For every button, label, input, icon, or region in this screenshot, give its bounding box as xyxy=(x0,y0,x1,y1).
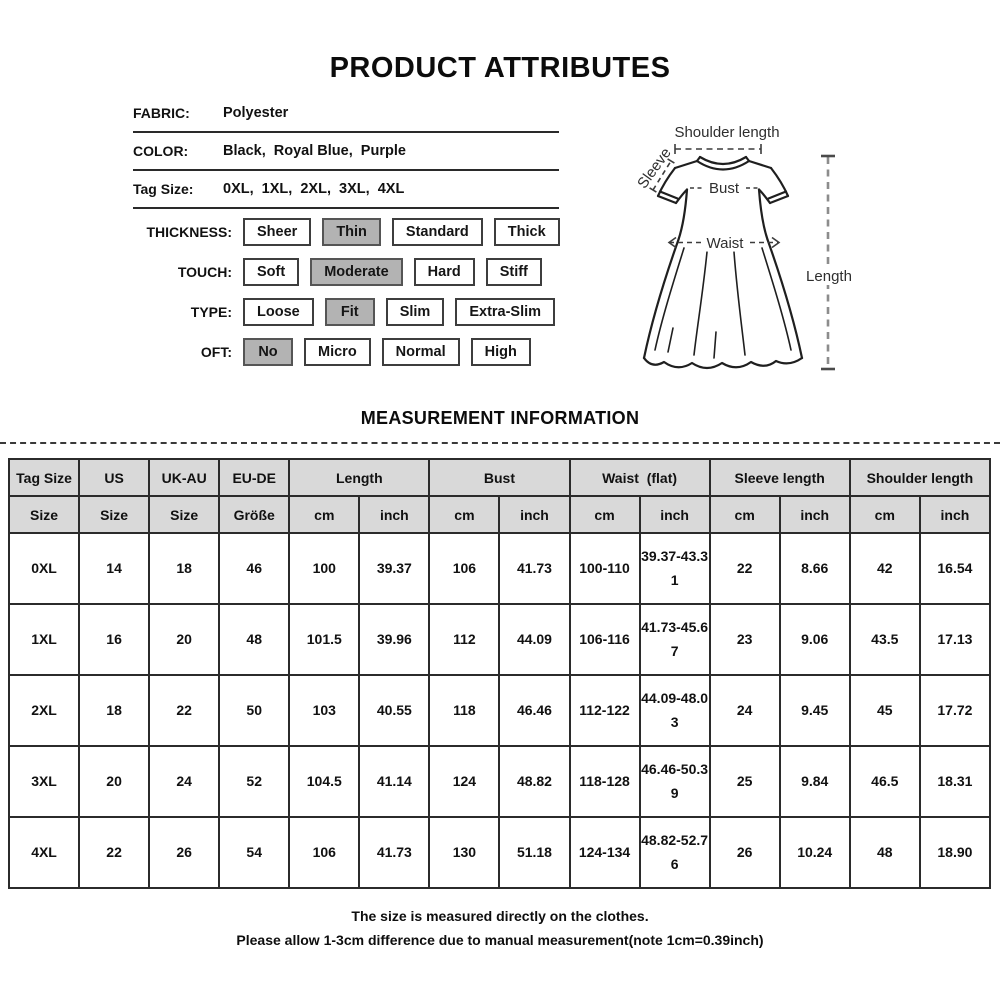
length-measure-line xyxy=(821,156,835,369)
column-header-uk-au: UK-AU xyxy=(149,459,219,496)
option-stiff[interactable]: Stiff xyxy=(486,258,542,286)
attribute-label-fabric-: FABRIC: xyxy=(133,105,190,121)
attribute-label-thickness-: THICKNESS: xyxy=(146,224,232,240)
cell: 43.5 xyxy=(850,604,920,675)
option-high[interactable]: High xyxy=(471,338,531,366)
option-hard[interactable]: Hard xyxy=(414,258,475,286)
cell: 9.06 xyxy=(780,604,850,675)
option-thin[interactable]: Thin xyxy=(322,218,381,246)
table-row-2xl xyxy=(9,675,990,746)
column-subheader-length-cm: cm xyxy=(289,496,359,533)
option-thick[interactable]: Thick xyxy=(494,218,560,246)
column-subheader-sleeve-length-cm: cm xyxy=(710,496,780,533)
dress-measurement-diagram xyxy=(608,100,1000,400)
cell: 46.5 xyxy=(850,746,920,817)
measurement-section-title: MEASUREMENT INFORMATION xyxy=(360,408,640,428)
attribute-label-type-: TYPE: xyxy=(190,304,232,320)
cell: 46 xyxy=(219,533,289,604)
column-subheader-waist-flat--cm: cm xyxy=(570,496,640,533)
cell: 41.14 xyxy=(359,746,429,817)
column-subheader-shoulder-length-cm: cm xyxy=(850,496,920,533)
cell: 124-134 xyxy=(570,817,640,888)
column-header-bust: Bust xyxy=(429,459,569,496)
attribute-label-tag-size-: Tag Size: xyxy=(133,181,194,197)
cell: 10.24 xyxy=(780,817,850,888)
cell: 100-110 xyxy=(570,533,640,604)
page-title: PRODUCT ATTRIBUTES xyxy=(329,52,671,84)
attribute-value-tag-size-: 0XL, 1XL, 2XL, 3XL, 4XL xyxy=(223,181,405,197)
info-row xyxy=(133,171,559,209)
cell: 46.46-50.39 xyxy=(640,746,710,817)
option-soft[interactable]: Soft xyxy=(243,258,299,286)
column-subheader-length-inch: inch xyxy=(359,496,429,533)
column-subheader-us-size: Size xyxy=(79,496,149,533)
attribute-value-fabric-: Polyester xyxy=(223,105,289,121)
cell: 8.66 xyxy=(780,533,850,604)
option-row-touch- xyxy=(0,256,560,288)
cell: 45 xyxy=(850,675,920,746)
option-row-oft- xyxy=(0,336,560,368)
cell: 9.84 xyxy=(780,746,850,817)
shoulder-measure-line xyxy=(675,144,761,154)
column-subheader-tag-size-size: Size xyxy=(9,496,79,533)
attribute-label-touch-: TOUCH: xyxy=(177,264,232,280)
cell: 44.09-48.03 xyxy=(640,675,710,746)
cell: 9.45 xyxy=(780,675,850,746)
cell: 25 xyxy=(710,746,780,817)
cell: 14 xyxy=(79,533,149,604)
option-loose[interactable]: Loose xyxy=(243,298,314,326)
attribute-value-color-: Black, Royal Blue, Purple xyxy=(223,143,406,159)
cell: 18 xyxy=(79,675,149,746)
size-table xyxy=(8,458,991,889)
cell: 22 xyxy=(149,675,219,746)
option-sheer[interactable]: Sheer xyxy=(243,218,311,246)
cell: 22 xyxy=(710,533,780,604)
cell: 50 xyxy=(219,675,289,746)
cell: 20 xyxy=(149,604,219,675)
option-normal[interactable]: Normal xyxy=(382,338,460,366)
cell: 106 xyxy=(289,817,359,888)
table-header-row xyxy=(9,459,990,496)
table-row-0xl xyxy=(9,533,990,604)
option-standard[interactable]: Standard xyxy=(392,218,483,246)
cell: 26 xyxy=(710,817,780,888)
column-subheader-bust-cm: cm xyxy=(429,496,499,533)
option-moderate[interactable]: Moderate xyxy=(310,258,402,286)
row-size-label: 0XL xyxy=(9,533,79,604)
table-subheader-row xyxy=(9,496,990,533)
cell: 41.73 xyxy=(499,533,569,604)
cell: 46.46 xyxy=(499,675,569,746)
cell: 17.13 xyxy=(920,604,990,675)
cell: 48 xyxy=(850,817,920,888)
dashed-divider xyxy=(0,442,1000,444)
cell: 130 xyxy=(429,817,499,888)
cell: 24 xyxy=(149,746,219,817)
cell: 23 xyxy=(710,604,780,675)
info-row xyxy=(133,95,559,133)
info-rows xyxy=(133,95,559,209)
column-subheader-sleeve-length-inch: inch xyxy=(780,496,850,533)
cell: 106-116 xyxy=(570,604,640,675)
option-micro[interactable]: Micro xyxy=(304,338,371,366)
skirt-fold-lines xyxy=(655,248,791,358)
cell: 118-128 xyxy=(570,746,640,817)
column-subheader-eu-de-gr-e: Größe xyxy=(219,496,289,533)
footnote-measurement-tolerance: Please allow 1-3cm difference due to manual measurement(note 1cm=0.39inch) xyxy=(236,932,764,948)
sleeve-label: Sleeve xyxy=(634,144,675,192)
column-header-length: Length xyxy=(289,459,429,496)
table-row-4xl xyxy=(9,817,990,888)
cell: 18.90 xyxy=(920,817,990,888)
attribute-label-color-: COLOR: xyxy=(133,143,189,159)
cell: 100 xyxy=(289,533,359,604)
cell: 118 xyxy=(429,675,499,746)
cell: 39.96 xyxy=(359,604,429,675)
cell: 18 xyxy=(149,533,219,604)
cell: 52 xyxy=(219,746,289,817)
row-size-label: 3XL xyxy=(9,746,79,817)
length-label: Length xyxy=(806,268,852,285)
column-subheader-waist-flat--inch: inch xyxy=(640,496,710,533)
footnote-measured-on-clothes: The size is measured directly on the clothes. xyxy=(351,908,649,924)
option-no[interactable]: No xyxy=(243,338,293,366)
info-row xyxy=(133,133,559,171)
cell: 40.55 xyxy=(359,675,429,746)
cell: 42 xyxy=(850,533,920,604)
cell: 51.18 xyxy=(499,817,569,888)
cell: 41.73 xyxy=(359,817,429,888)
column-header-waist-flat-: Waist (flat) xyxy=(570,459,710,496)
cell: 103 xyxy=(289,675,359,746)
cell: 41.73-45.67 xyxy=(640,604,710,675)
column-subheader-uk-au-size: Size xyxy=(149,496,219,533)
cell: 16.54 xyxy=(920,533,990,604)
attribute-label-oft-: OFT: xyxy=(200,344,232,360)
cell: 17.72 xyxy=(920,675,990,746)
column-header-shoulder-length: Shoulder length xyxy=(850,459,990,496)
cell: 44.09 xyxy=(499,604,569,675)
cell: 22 xyxy=(79,817,149,888)
cell: 18.31 xyxy=(920,746,990,817)
cell: 101.5 xyxy=(289,604,359,675)
row-size-label: 1XL xyxy=(9,604,79,675)
cell: 48.82-52.76 xyxy=(640,817,710,888)
column-header-sleeve-length: Sleeve length xyxy=(710,459,850,496)
column-subheader-bust-inch: inch xyxy=(499,496,569,533)
table-row-3xl xyxy=(9,746,990,817)
column-header-eu-de: EU-DE xyxy=(219,459,289,496)
column-header-tag-size: Tag Size xyxy=(9,459,79,496)
cell: 26 xyxy=(149,817,219,888)
option-row-thickness- xyxy=(0,216,560,248)
option-fit[interactable]: Fit xyxy=(325,298,375,326)
footnotes xyxy=(0,904,1000,952)
cell: 112-122 xyxy=(570,675,640,746)
cell: 24 xyxy=(710,675,780,746)
cell: 54 xyxy=(219,817,289,888)
bust-label: Bust xyxy=(708,180,740,197)
cell: 112 xyxy=(429,604,499,675)
cell: 106 xyxy=(429,533,499,604)
row-size-label: 2XL xyxy=(9,675,79,746)
table-row-1xl xyxy=(9,604,990,675)
cell: 20 xyxy=(79,746,149,817)
waist-label: Waist xyxy=(706,235,744,252)
cell: 48.82 xyxy=(499,746,569,817)
cell: 39.37 xyxy=(359,533,429,604)
cell: 39.37-43.31 xyxy=(640,533,710,604)
column-header-us: US xyxy=(79,459,149,496)
option-rows xyxy=(0,216,560,376)
option-slim[interactable]: Slim xyxy=(386,298,445,326)
cell: 48 xyxy=(219,604,289,675)
cell: 104.5 xyxy=(289,746,359,817)
cell: 16 xyxy=(79,604,149,675)
cell: 124 xyxy=(429,746,499,817)
shoulder-length-label: Shoulder length xyxy=(674,124,780,141)
option-row-type- xyxy=(0,296,560,328)
option-extra-slim[interactable]: Extra-Slim xyxy=(455,298,555,326)
column-subheader-shoulder-length-inch: inch xyxy=(920,496,990,533)
row-size-label: 4XL xyxy=(9,817,79,888)
